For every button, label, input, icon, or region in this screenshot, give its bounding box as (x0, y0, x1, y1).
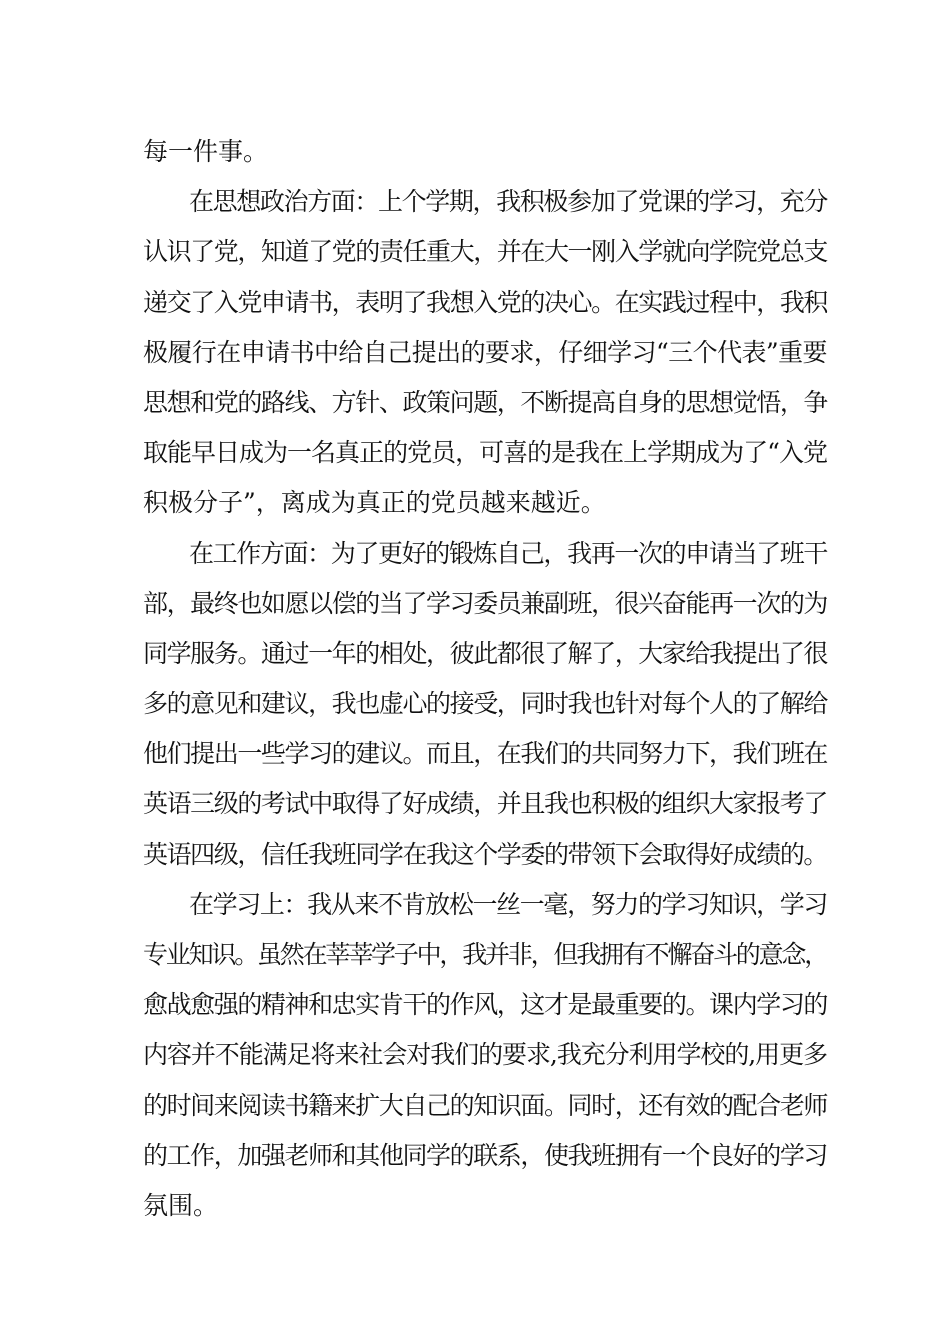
text-line: 英语三级的考试中取得了好成绩，并且我也积极的组织大家报考了 (143, 789, 827, 819)
text-line: 极履行在申请书中给自己提出的要求，仔细学习“三个代表”重要 (143, 337, 827, 367)
text-line: 氛围。 (143, 1190, 219, 1220)
text-line: 思想和党的路线、方针、政策问题，不断提高自身的思想觉悟，争 (143, 387, 827, 417)
text-line: 认识了党，知道了党的责任重大，并在大一刚入学就向学院党总支 (143, 237, 827, 267)
text-line: 积极分子”，离成为真正的党员越来越近。 (143, 488, 606, 518)
text-line: 部，最终也如愿以偿的当了学习委员兼副班，很兴奋能再一次的为 (143, 588, 827, 618)
text-line: 每一件事。 (143, 137, 269, 166)
text-line: 的工作，加强老师和其他同学的联系，使我班拥有一个良好的学习 (143, 1140, 827, 1170)
text-line: 他们提出一些学习的建议。而且，在我们的共同努力下，我们班在 (143, 739, 827, 769)
text-line: 在思想政治方面：上个学期，我积极参加了党课的学习，充分 (189, 187, 827, 217)
text-line: 在学习上：我从来不肯放松一丝一毫，努力的学习知识，学习 (189, 889, 827, 919)
body-text (143, 127, 827, 1231)
text-line: 内容并不能满足将来社会对我们的要求,我充分利用学校的,用更多 (143, 1040, 827, 1070)
text-line: 递交了入党申请书，表明了我想入党的决心。在实践过程中，我积 (143, 287, 827, 317)
text-line: 的时间来阅读书籍来扩大自己的知识面。同时，还有效的配合老师 (143, 1090, 827, 1120)
text-line: 愈战愈强的精神和忠实肯干的作风，这才是最重要的。课内学习的 (143, 990, 827, 1020)
text-line: 英语四级，信任我班同学在我这个学委的带领下会取得好成绩的。 (143, 839, 827, 869)
text-line: 取能早日成为一名真正的党员，可喜的是我在上学期成为了“入党 (143, 438, 827, 468)
text-line: 同学服务。通过一年的相处，彼此都很了解了，大家给我提出了很 (143, 638, 827, 668)
text-line: 专业知识。虽然在莘莘学子中，我并非，但我拥有不懈奋斗的意念， (143, 940, 827, 969)
text-line: 在工作方面：为了更好的锻炼自己，我再一次的申请当了班干 (189, 538, 827, 568)
text-line: 多的意见和建议，我也虚心的接受，同时我也针对每个人的了解给 (143, 689, 827, 719)
